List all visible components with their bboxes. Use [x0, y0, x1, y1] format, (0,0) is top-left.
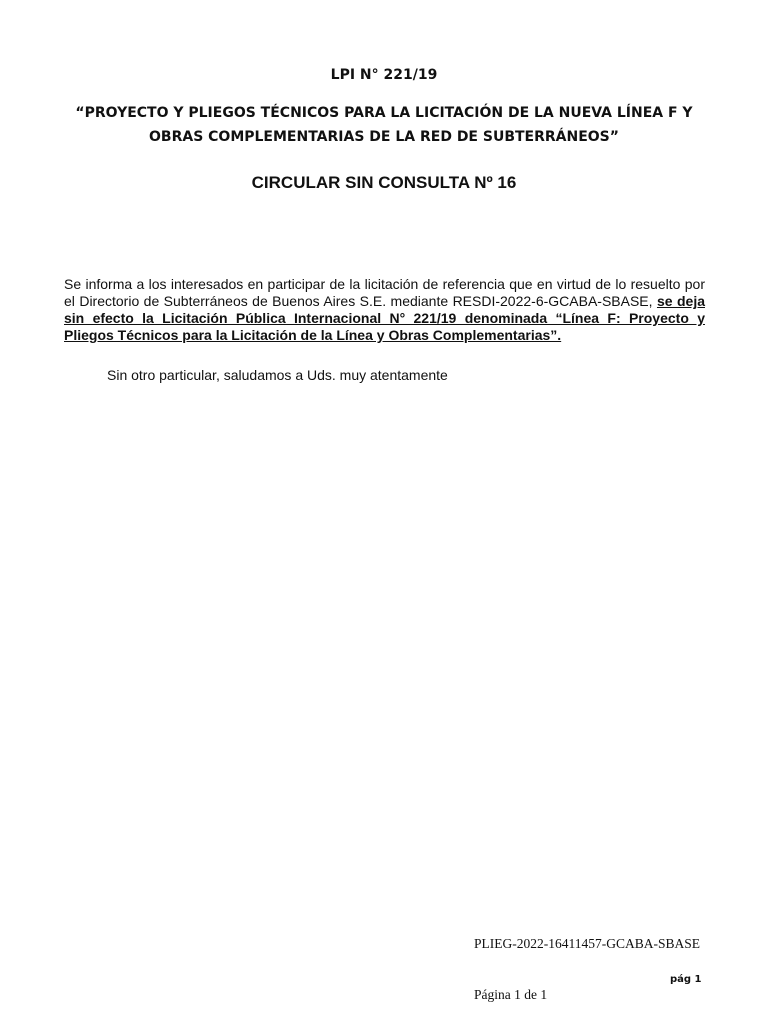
- closing-text: Sin otro particular, saludamos a Uds. muy atentamente: [107, 367, 448, 383]
- body-paragraph: [64, 276, 705, 344]
- project-title: “PROYECTO Y PLIEGOS TÉCNICOS PARA LA LICITACIÓN DE LA NUEVA LÍNEA F Y OBRAS COMPLEMENTARIAS DE LA RED DE SUBTERRÁNEOS”: [75, 105, 693, 145]
- circular-title: CIRCULAR SIN CONSULTA Nº 16: [251, 173, 517, 192]
- document-reference: PLIEG-2022-16411457-GCABA-SBASE: [474, 936, 700, 951]
- page-label: pág 1: [670, 974, 702, 985]
- body-paragraph-emphasis: se deja sin efecto la Licitación Pública Internacional N° 221/19 denominada “Línea F: Proyecto y Pliegos Técnicos para la Licitación de la Línea y Obras Complementarias”.: [64, 293, 705, 343]
- body-paragraph-text: Se informa a los interesados en participar de la licitación de referencia que en virtud de lo resuelto por el Directorio de Subterráneos de Buenos Aires S.E. mediante RESDI-2022-6-GCABA-SBASE,: [64, 276, 705, 309]
- page-count: Página 1 de 1: [474, 987, 548, 1002]
- lpi-number: LPI N° 221/19: [330, 67, 438, 83]
